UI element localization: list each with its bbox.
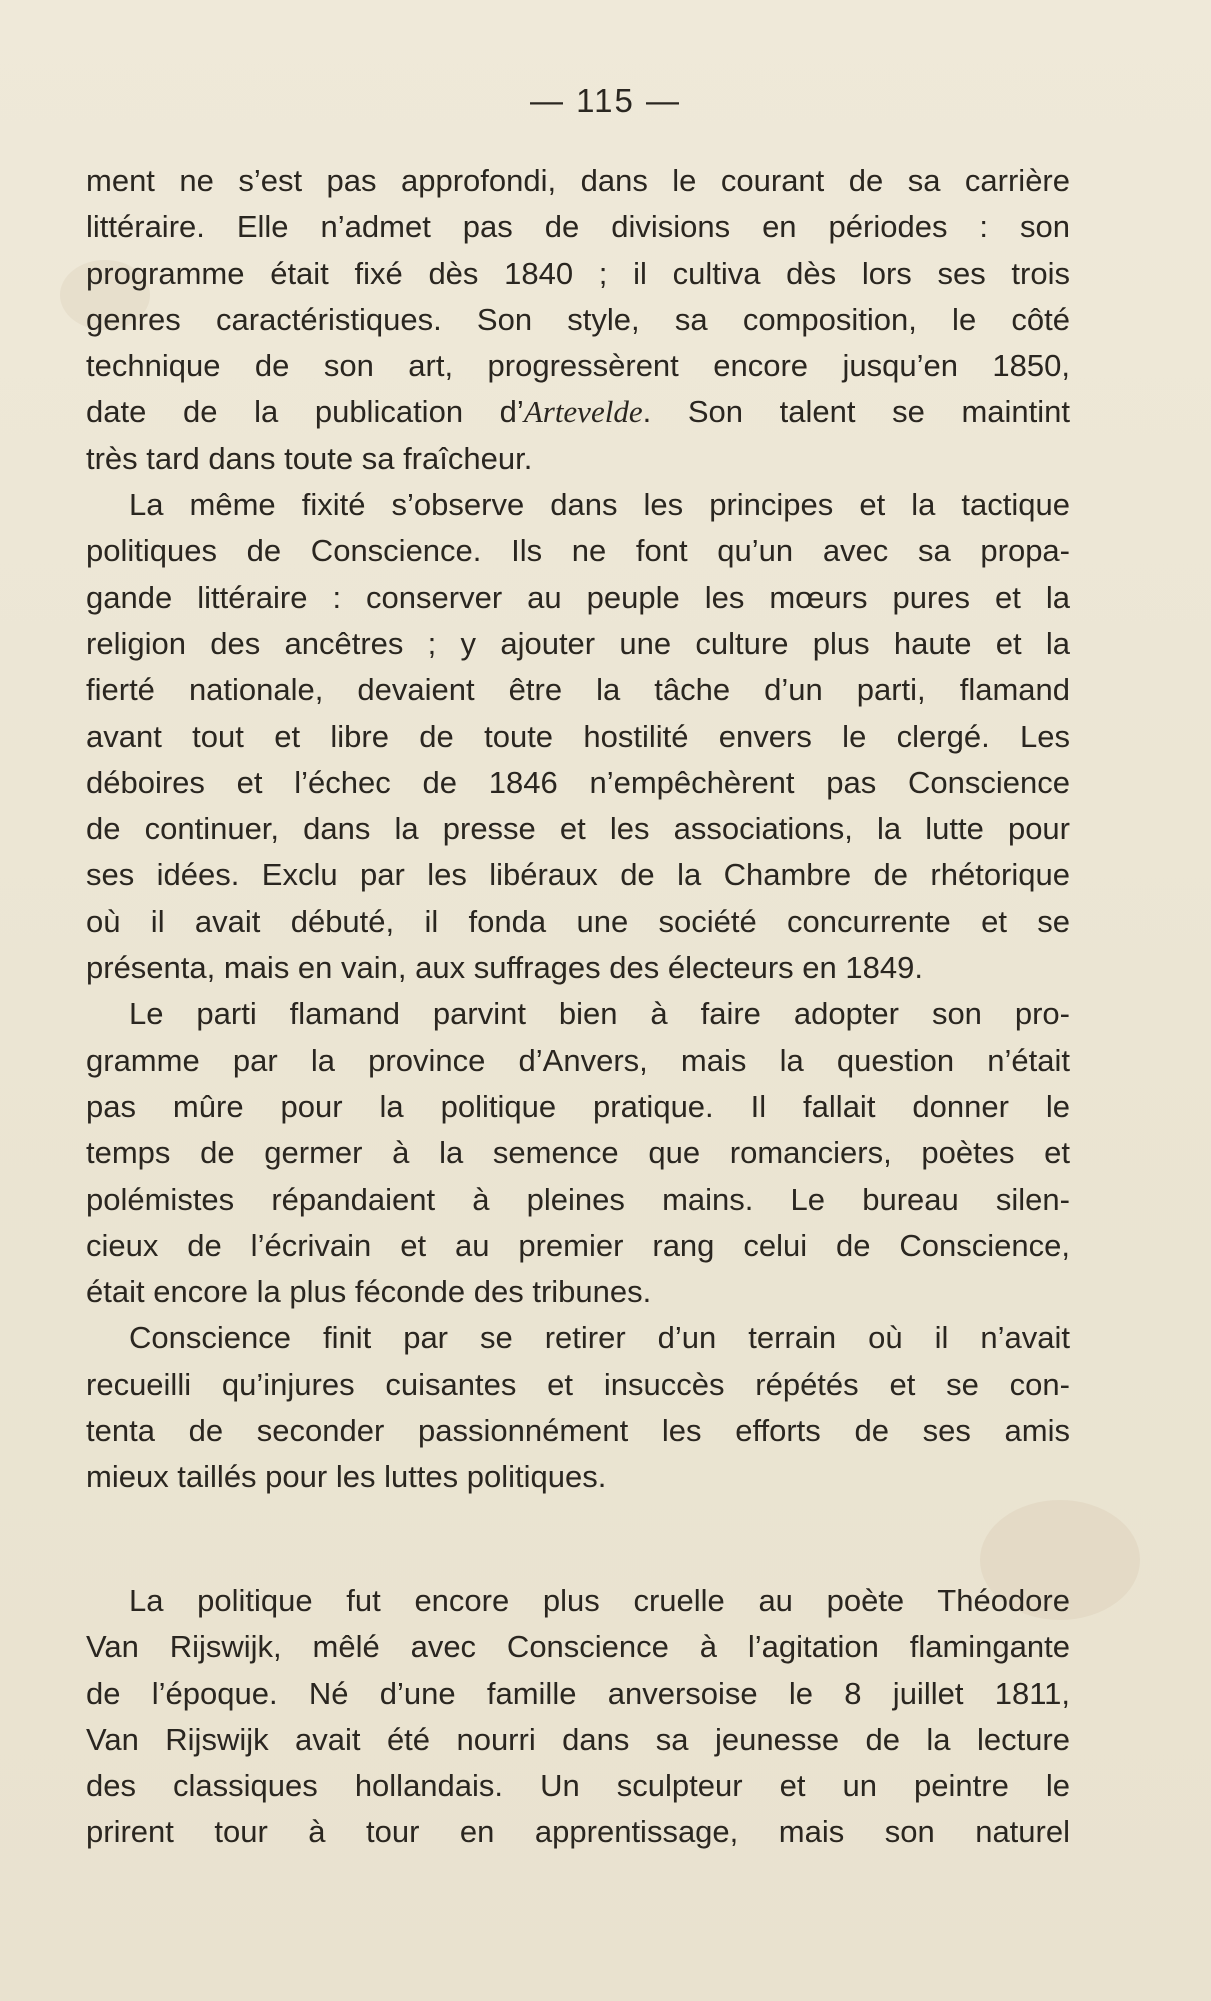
text-line-paragraph-end: très tard dans toute sa fraîcheur. bbox=[86, 440, 533, 476]
text-line: gande littéraire : conserver au peuple les mœurs pures et la bbox=[86, 579, 1070, 615]
text-line: avant tout et libre de toute hostilité envers le clergé. Les bbox=[86, 718, 1070, 754]
text-line: tenta de seconder passionnément les efforts de ses amis bbox=[86, 1413, 1070, 1449]
text-line: ses idées. Exclu par les libéraux de la Chambre de rhétorique bbox=[86, 857, 1070, 893]
text-run: date de la publication d’ bbox=[86, 394, 524, 430]
text-run: . Son talent se maintint bbox=[642, 394, 1070, 430]
text-line: où il avait débuté, il fonda une société concurrente et se bbox=[86, 903, 1070, 939]
text-line: politiques de Conscience. Ils ne font qu’un avec sa propa- bbox=[86, 533, 1070, 569]
text-line: temps de germer à la semence que romanciers, poètes et bbox=[86, 1135, 1070, 1171]
text-line-paragraph-end: mieux taillés pour les luttes politiques. bbox=[86, 1459, 607, 1495]
text-line: de continuer, dans la presse et les associations, la lutte pour bbox=[86, 811, 1070, 847]
text-line-paragraph-start: La même fixité s’observe dans les principes et la tactique bbox=[129, 487, 1070, 523]
text-line: littéraire. Elle n’admet pas de divisions en périodes : son bbox=[86, 209, 1070, 245]
text-line-paragraph-end: était encore la plus féconde des tribunes. bbox=[86, 1274, 652, 1310]
text-line-paragraph-start: Le parti flamand parvint bien à faire adopter son pro- bbox=[129, 996, 1070, 1032]
text-line-paragraph-start: La politique fut encore plus cruelle au poète Théodore bbox=[129, 1583, 1070, 1618]
text-line: gramme par la province d’Anvers, mais la question n’était bbox=[86, 1042, 1070, 1078]
text-block-main bbox=[86, 158, 1070, 1501]
text-line: pas mûre pour la politique pratique. Il fallait donner le bbox=[86, 1088, 1070, 1124]
text-line: Van Rijswijk, mêlé avec Conscience à l’agitation flamingante bbox=[86, 1629, 1070, 1665]
page-number: — 115 — bbox=[530, 82, 681, 119]
text-line: programme était fixé dès 1840 ; il cultiva dès lors ses trois bbox=[86, 255, 1070, 291]
text-line: polémistes répandaient à pleines mains. Le bureau silen- bbox=[86, 1181, 1070, 1217]
text-line: religion des ancêtres ; y ajouter une culture plus haute et la bbox=[86, 625, 1070, 661]
text-line: prirent tour à tour en apprentissage, mais son naturel bbox=[86, 1814, 1070, 1850]
text-line: genres caractéristiques. Son style, sa composition, le côté bbox=[86, 301, 1070, 337]
text-line-paragraph-end: présenta, mais en vain, aux suffrages des électeurs en 1849. bbox=[86, 950, 923, 986]
text-line: des classiques hollandais. Un sculpteur et un peintre le bbox=[86, 1768, 1070, 1804]
text-line: technique de son art, progressèrent encore jusqu’en 1850, bbox=[86, 348, 1070, 384]
text-line-paragraph-start: Conscience finit par se retirer d’un terrain où il n’avait bbox=[129, 1320, 1070, 1356]
text-line: de l’époque. Né d’une famille anversoise le 8 juillet 1811, bbox=[86, 1675, 1070, 1711]
text-line: Van Rijswijk avait été nourri dans sa jeunesse de la lecture bbox=[86, 1721, 1070, 1757]
text-line-artevelde bbox=[86, 389, 1070, 435]
text-line: ment ne s’est pas approfondi, dans le courant de sa carrière bbox=[86, 163, 1070, 198]
work-title-artevelde: Artevelde bbox=[523, 394, 643, 430]
text-line: recueilli qu’injures cuisantes et insuccès répétés et se con- bbox=[86, 1366, 1070, 1402]
text-line: déboires et l’échec de 1846 n’empêchèrent pas Conscience bbox=[86, 764, 1070, 800]
text-line: cieux de l’écrivain et au premier rang celui de Conscience, bbox=[86, 1227, 1070, 1263]
text-block-rijswijk bbox=[86, 1578, 1070, 1856]
text-line: fierté nationale, devaient être la tâche d’un parti, flamand bbox=[86, 672, 1070, 708]
